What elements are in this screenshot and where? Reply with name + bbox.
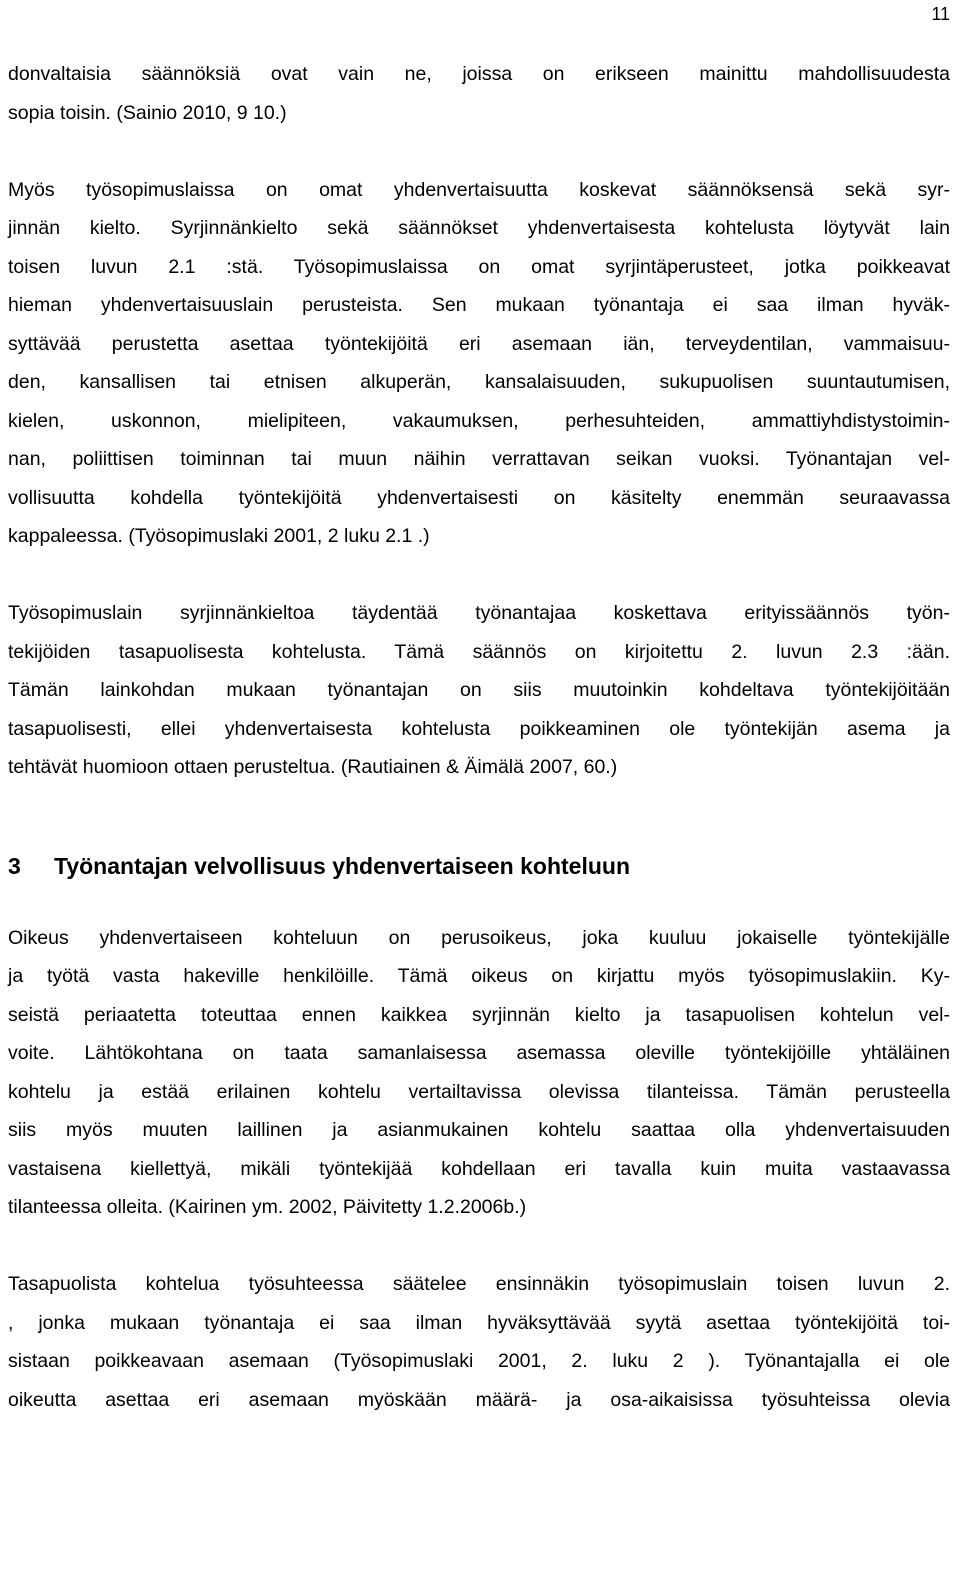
text-line: Myös työsopimuslaissa on omat yhdenvertaisuutta koskevat säännöksensä sekä syr- <box>8 178 950 201</box>
text-line: voite. Lähtökohtana on taata samanlaisessa asemassa oleville työntekijöille yhtäläinen <box>8 1042 950 1064</box>
text-line: kohtelu ja estää erilainen kohtelu vertailtavissa olevissa tilanteissa. Tämän perusteella <box>8 1080 950 1103</box>
text-line: tehtävät huomioon ottaen perusteltua. (Rautiainen & Äimälä 2007, 60.) <box>8 756 618 778</box>
section-title: Työnantajan velvollisuus yhdenvertaiseen kohteluun <box>54 852 630 879</box>
paragraph <box>8 919 950 1227</box>
paragraph-spacer <box>8 556 950 595</box>
section-number: 3 <box>8 852 21 879</box>
paragraph <box>8 55 950 132</box>
text-line: Tasapuolista kohtelua työsuhteessa säätelee ensinnäkin työsopimuslain toisen luvun 2. <box>8 1273 950 1295</box>
text-line: donvaltaisia säännöksiä ovat vain ne, joissa on erikseen mainittu mahdollisuudesta <box>8 63 950 85</box>
paragraph <box>8 171 950 556</box>
text-line: seistä periaatetta toteuttaa ennen kaikkea syrjinnän kielto ja tasapuolisen kohtelun vel- <box>8 1003 950 1026</box>
text-line: hieman yhdenvertaisuuslain perusteista. Sen mukaan työnantaja ei saa ilman hyväk- <box>8 294 950 316</box>
paragraph-spacer <box>8 132 950 171</box>
paragraph <box>8 1265 950 1419</box>
section-heading <box>8 847 950 885</box>
page-number: 11 <box>931 4 950 24</box>
text-line: den, kansallisen tai etnisen alkuperän, kansalaisuuden, sukupuolisen suuntautumisen, <box>8 371 950 393</box>
text-line: kappaleessa. (Työsopimuslaki 2001, 2 luku 2.1 .) <box>8 525 430 547</box>
text-line: siis myös muuten laillinen ja asianmukainen kohtelu saattaa olla yhdenvertaisuuden <box>8 1119 950 1141</box>
text-line: ja työtä vasta hakeville henkilöille. Tämä oikeus on kirjattu myös työsopimuslakiin. Ky- <box>8 965 950 987</box>
text-line: Oikeus yhdenvertaiseen kohteluun on perusoikeus, joka kuuluu jokaiselle työntekijälle <box>8 926 950 949</box>
paragraph <box>8 594 950 787</box>
text-line: tilanteessa olleita. (Kairinen ym. 2002, Päivitetty 1.2.2006b.) <box>8 1196 527 1218</box>
text-line: nan, poliittisen toiminnan tai muun näihin verrattavan seikan vuoksi. Työnantajan vel- <box>8 448 950 470</box>
paragraph-spacer <box>8 1227 950 1266</box>
text-line: syttävää perustetta asettaa työntekijöitä eri asemaan iän, terveydentilan, vammaisuu- <box>8 332 950 355</box>
text-line: tekijöiden tasapuolisesta kohtelusta. Tämä säännös on kirjoitettu 2. luvun 2.3 :ään. <box>8 640 950 663</box>
text-line: tasapuolisesti, ellei yhdenvertaisesta kohtelusta poikkeaminen ole työntekijän asema ja <box>8 717 950 740</box>
text-line: sopia toisin. (Sainio 2010, 9 10.) <box>8 101 287 124</box>
document-body <box>8 55 950 1419</box>
text-line: oikeutta asettaa eri asemaan myöskään määrä- ja osa-aikaisissa työsuhteissa olevia <box>8 1388 950 1411</box>
text-line: toisen luvun 2.1 :stä. Työsopimuslaissa on omat syrjintäperusteet, jotka poikkeavat <box>8 255 950 278</box>
text-line: vastaisena kiellettyä, mikäli työntekijää kohdellaan eri tavalla kuin muita vastaavassa <box>8 1157 950 1180</box>
text-line: vollisuutta kohdella työntekijöitä yhdenvertaisesti on käsitelty enemmän seuraavassa <box>8 486 950 509</box>
text-line: Työsopimuslain syrjinnänkieltoa täydentää työnantajaa koskettava erityissäännös työn- <box>8 602 950 624</box>
text-line: Tämän lainkohdan mukaan työnantajan on siis muutoinkin kohdeltava työntekijöitään <box>8 679 950 701</box>
text-line: kielen, uskonnon, mielipiteen, vakaumuksen, perhesuhteiden, ammattiyhdistystoimin- <box>8 409 950 432</box>
text-line: , jonka mukaan työnantaja ei saa ilman hyväksyttävää syytä asettaa työntekijöitä toi- <box>8 1311 950 1334</box>
text-line: jinnän kielto. Syrjinnänkielto sekä säännökset yhdenvertaisesta kohtelusta löytyvät lain <box>8 217 950 239</box>
text-line: sistaan poikkeavaan asemaan (Työsopimuslaki 2001, 2. luku 2 ). Työnantajalla ei ole <box>8 1350 950 1372</box>
